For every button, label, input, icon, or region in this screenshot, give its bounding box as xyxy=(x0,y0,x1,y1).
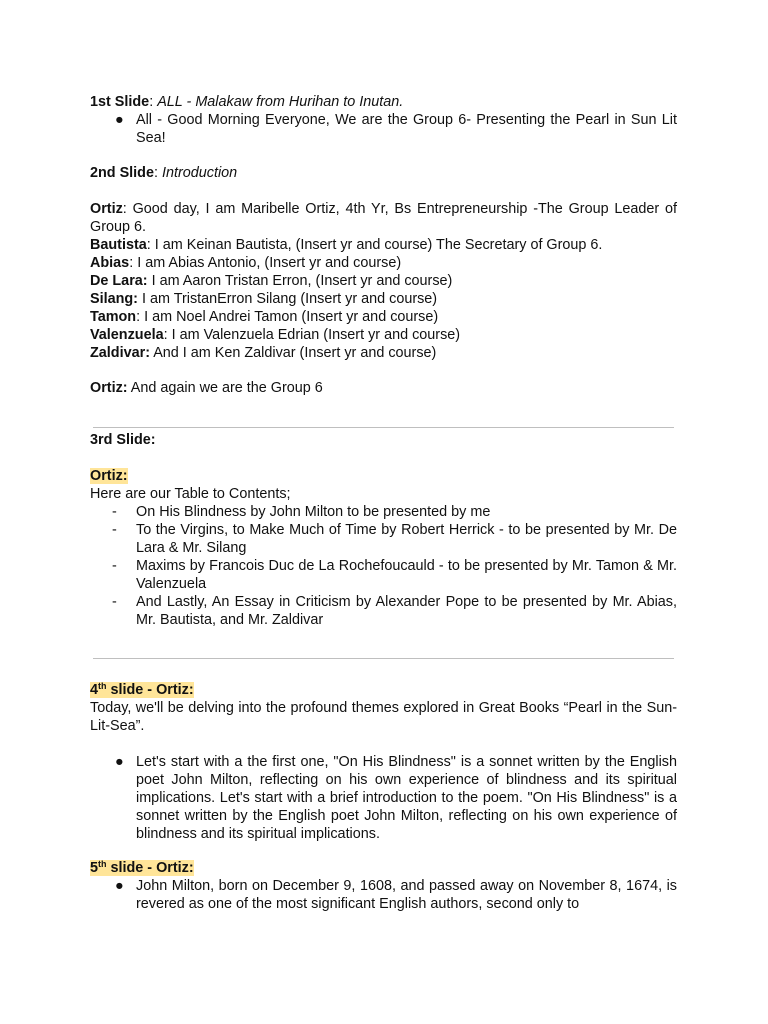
speaker-name: De Lara: xyxy=(90,273,148,289)
speaker-name: Bautista xyxy=(90,237,147,253)
slide4-heading-text: slide - Ortiz: xyxy=(106,682,194,698)
slide5-section xyxy=(90,859,677,913)
slide3-lead: Here are our Table to Contents; xyxy=(90,486,291,502)
slide3-label: 3rd Slide: xyxy=(90,432,156,448)
list-item xyxy=(90,557,677,593)
intro-text: : Good day, I am Maribelle Ortiz, 4th Yr, Bs Entrepreneurship -The Group Leader of Group 6. xyxy=(90,201,677,235)
intro-line xyxy=(90,200,677,236)
intro-line xyxy=(90,272,677,290)
ordinal-suffix: th xyxy=(98,681,107,691)
ordinal-suffix: th xyxy=(98,859,107,869)
speaker-name: Tamon xyxy=(90,309,137,325)
intro-line xyxy=(90,308,677,326)
intro-line xyxy=(90,254,677,272)
slide4-content xyxy=(90,753,677,843)
slide4-heading xyxy=(90,681,677,699)
slide4-list xyxy=(90,753,677,843)
slide2-label: 2nd Slide xyxy=(90,165,154,181)
intro-line xyxy=(90,326,677,344)
speaker-name: Zaldivar: xyxy=(90,345,150,361)
slide3-speaker-line xyxy=(90,467,677,485)
slide5-heading-highlight xyxy=(90,860,194,876)
slide3-content xyxy=(90,467,677,629)
intro-text: I am TristanErron Silang (Insert yr and course) xyxy=(137,291,438,307)
speaker-name: Ortiz: xyxy=(90,380,128,396)
list-item xyxy=(90,593,677,629)
slide2-title: Introduction xyxy=(161,165,238,181)
slide4-lead: Today, we'll be delving into the profound themes explored in Great Books “Pearl in the Sun-Lit-Sea”. xyxy=(90,700,677,734)
toc-item-text: On His Blindness by John Milton to be presented by me xyxy=(136,504,491,520)
toc-item-text: And Lastly, An Essay in Criticism by Alexander Pope to be presented by Mr. Abias, Mr. Bautista, and Mr. Zaldivar xyxy=(136,594,677,628)
slide2-heading xyxy=(90,164,677,182)
slide4-section xyxy=(90,681,677,735)
slide1-title: ALL - Malakaw from Hurihan to Inutan. xyxy=(157,94,404,110)
slide3-section xyxy=(90,431,677,449)
closing-text: And again we are the Group 6 xyxy=(127,380,323,396)
speaker-name: Valenzuela xyxy=(90,327,164,343)
list-item xyxy=(90,753,677,843)
dash-icon: - xyxy=(112,504,117,520)
intro-text: : I am Valenzuela Edrian (Insert yr and course) xyxy=(163,327,461,343)
intro-text: I am Aaron Tristan Erron, (Insert yr and course) xyxy=(147,273,453,289)
intro-line xyxy=(90,236,677,254)
slide-number: 5 xyxy=(90,860,99,876)
slide3-speaker: Ortiz: xyxy=(90,468,128,484)
intro-text: : I am Noel Andrei Tamon (Insert yr and course) xyxy=(136,309,439,325)
list-item xyxy=(90,111,677,147)
closing-line xyxy=(90,379,677,397)
slide2-separator: : xyxy=(153,165,162,181)
slide5-heading-text: slide - Ortiz: xyxy=(106,860,194,876)
section-divider xyxy=(93,427,674,428)
list-item xyxy=(90,503,677,521)
intro-text: : I am Keinan Bautista, (Insert yr and course) The Secretary of Group 6. xyxy=(146,237,603,253)
intro-line xyxy=(90,344,677,362)
dash-icon: - xyxy=(112,558,117,574)
slide5-bullet-text: John Milton, born on December 9, 1608, and passed away on November 8, 1674, is revered as one of the most significant English authors, second only to xyxy=(136,878,677,912)
speaker-name: Abias xyxy=(90,255,130,271)
speaker-name: Silang: xyxy=(90,291,138,307)
slide4-heading-highlight xyxy=(90,682,194,698)
slide2-closing xyxy=(90,379,677,397)
bullet-icon: ● xyxy=(115,112,124,128)
slide5-list xyxy=(90,877,677,913)
intro-text: And I am Ken Zaldivar (Insert yr and course) xyxy=(149,345,437,361)
slide5-heading xyxy=(90,859,677,877)
bullet-icon: ● xyxy=(115,878,124,894)
table-of-contents-list xyxy=(90,503,677,629)
slide2-section xyxy=(90,164,677,182)
dash-icon: - xyxy=(112,522,117,538)
toc-item-text: Maxims by Francois Duc de La Rochefoucauld - to be presented by Mr. Tamon & Mr. Valenzuela xyxy=(136,558,677,592)
list-item xyxy=(90,521,677,557)
bullet-icon: ● xyxy=(115,754,124,770)
dash-icon: - xyxy=(112,594,117,610)
slide1-list xyxy=(90,111,677,147)
slide1-label: 1st Slide xyxy=(90,94,150,110)
slide1-heading xyxy=(90,93,677,111)
intro-line xyxy=(90,290,677,308)
speaker-name: Ortiz xyxy=(90,201,123,217)
slide1-separator: : xyxy=(149,94,158,110)
slide-number: 4 xyxy=(90,682,99,698)
slide4-bullet-text: Let's start with a the first one, "On His Blindness" is a sonnet written by the English poet John Milton, reflecting on his own experience of blindness and its spiritual implications. Let's start with a brief introduction to the poem. "On His Blindness" is a sonnet written by the English poet John Milton, reflecting on his own experience of blindness and its spiritual implications. xyxy=(136,754,677,842)
intro-text: : I am Abias Antonio, (Insert yr and course) xyxy=(129,255,402,271)
slide1-section xyxy=(90,93,677,147)
list-item xyxy=(90,877,677,913)
introductions xyxy=(90,200,677,362)
slide1-bullet-text: All - Good Morning Everyone, We are the Group 6- Presenting the Pearl in Sun Lit Sea! xyxy=(136,112,677,146)
slide3-heading xyxy=(90,431,677,449)
section-divider xyxy=(93,658,674,659)
toc-item-text: To the Virgins, to Make Much of Time by Robert Herrick - to be presented by Mr. De Lara & Mr. Silang xyxy=(136,522,677,556)
